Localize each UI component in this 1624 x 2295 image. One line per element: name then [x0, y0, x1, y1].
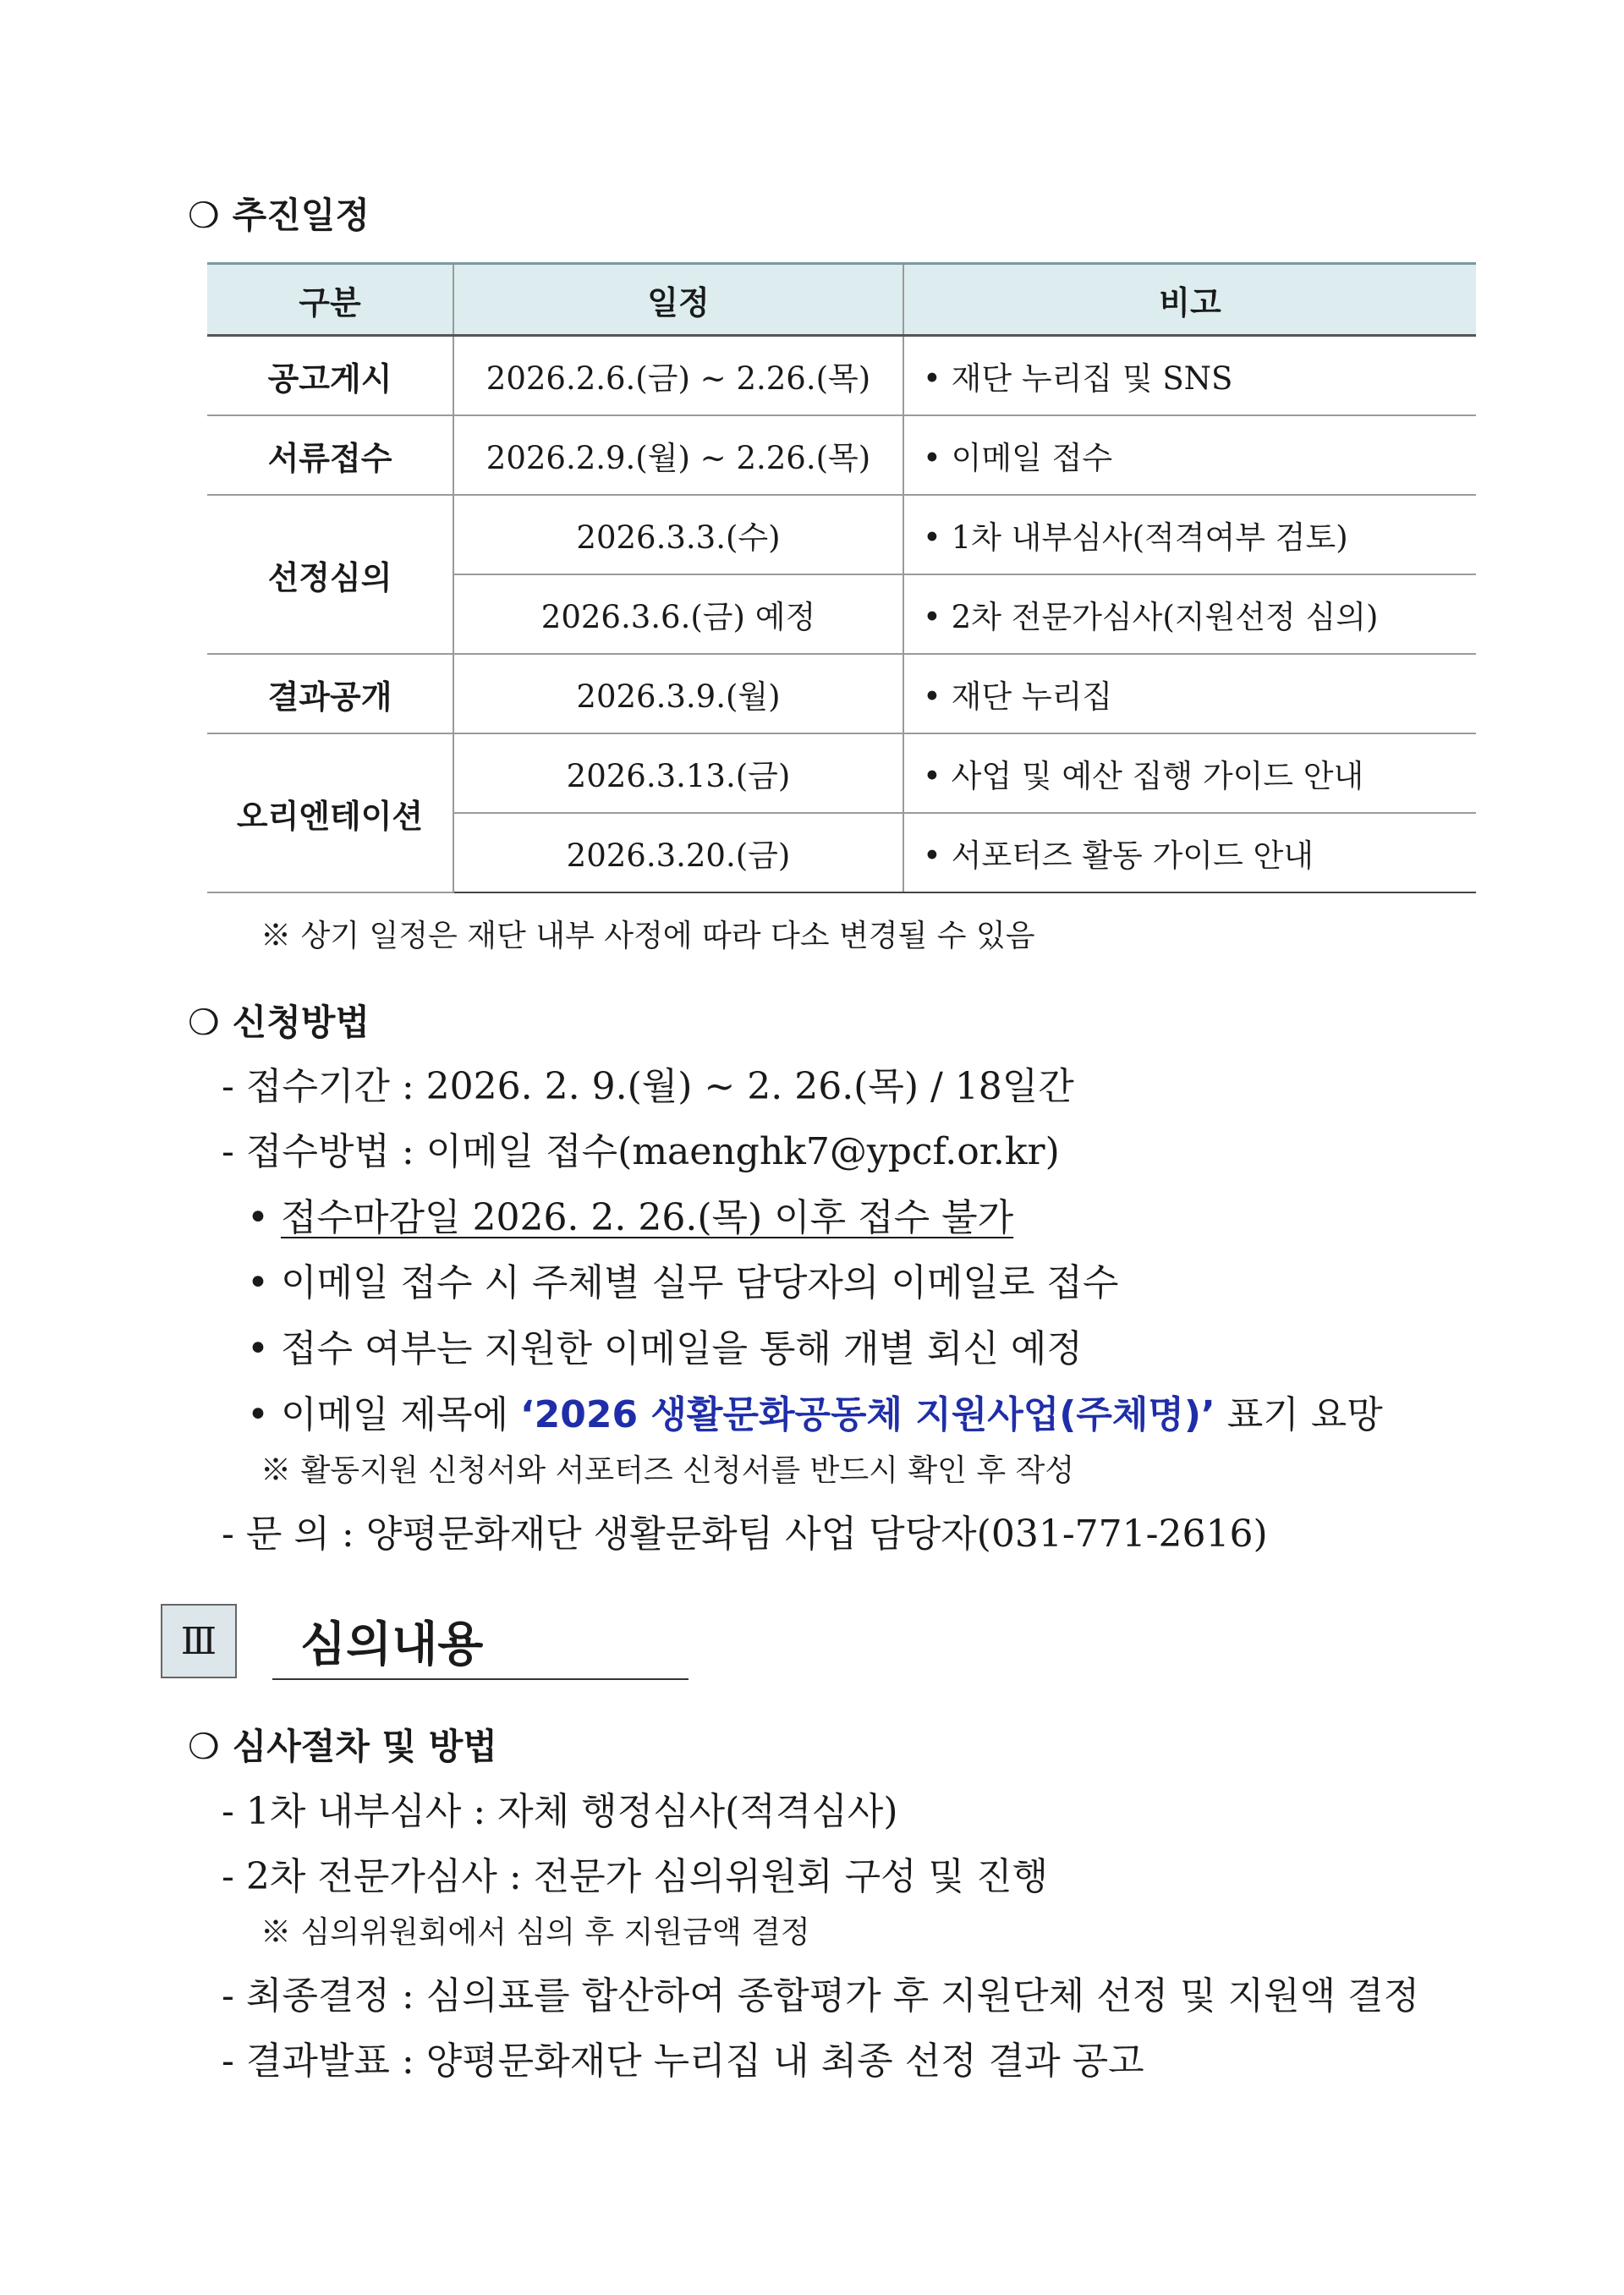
section-title: 추진일정	[232, 195, 370, 236]
header-note: 비고	[903, 264, 1476, 336]
final-decision: - 최종결정 : 심의표를 합산하여 종합평가 후 지원단체 선정 및 지원액 결정	[222, 1974, 1420, 2018]
cell-date: 2026.3.6.(금) 예정	[453, 574, 903, 654]
cell-date: 2026.2.6.(금) ~ 2.26.(목)	[453, 336, 903, 416]
table-header-row	[207, 264, 1476, 336]
circle-bullet-icon: ❍	[188, 1002, 220, 1043]
section-title: 신청방법	[232, 1002, 370, 1043]
application-method: - 접수방법 : 이메일 접수(maenghk7@ypcf.or.kr)	[222, 1130, 1060, 1173]
subject-highlight: ‘2026 생활문화공동체 지원사업(주체명)’	[519, 1393, 1215, 1436]
cell-date: 2026.2.9.(월) ~ 2.26.(목)	[453, 415, 903, 495]
cell-category: 결과공개	[207, 654, 453, 733]
application-period: - 접수기간 : 2026. 2. 9.(월) ~ 2. 26.(목) / 18일간	[222, 1065, 1074, 1108]
cell-note: • 이메일 접수	[903, 415, 1476, 495]
cell-category: 오리엔테이션	[207, 733, 453, 892]
cell-category: 공고게시	[207, 336, 453, 416]
review-step-1: - 1차 내부심사 : 자체 행정심사(적격심사)	[222, 1790, 898, 1833]
deadline-notice: 접수마감일 2026. 2. 26.(목) 이후 접수 불가	[280, 1196, 1014, 1239]
reply-instruction: • 접수 여부는 지원한 이메일을 통해 개별 회신 예정	[247, 1327, 1083, 1370]
section-heading-review	[188, 1719, 497, 1770]
cell-note: • 1차 내부심사(적격여부 검토)	[903, 495, 1476, 574]
section-heading-application	[188, 995, 370, 1046]
cell-category: 서류접수	[207, 415, 453, 495]
schedule-table	[207, 262, 1476, 893]
table-row	[207, 654, 1476, 733]
application-note: ※ 활동지원 신청서와 서포터즈 신청서를 반드시 확인 후 작성	[261, 1453, 1075, 1488]
circle-bullet-icon: ❍	[188, 195, 220, 236]
cell-note: • 재단 누리집	[903, 654, 1476, 733]
subject-suffix: 표기 요망	[1215, 1393, 1383, 1436]
cell-date: 2026.3.9.(월)	[453, 654, 903, 733]
table-row	[207, 415, 1476, 495]
chapter-underline	[272, 1678, 689, 1680]
review-step-2: - 2차 전문가심사 : 전문가 심의위원회 구성 및 진행	[222, 1855, 1049, 1898]
chapter-title: 심의내용	[300, 1617, 484, 1672]
cell-note: • 2차 전문가심사(지원선정 심의)	[903, 574, 1476, 654]
circle-bullet-icon: ❍	[188, 1726, 220, 1767]
cell-category: 선정심의	[207, 495, 453, 654]
header-category: 구분	[207, 264, 453, 336]
table-footnote: ※ 상기 일정은 재단 내부 사정에 따라 다소 변경될 수 있음	[261, 919, 1035, 953]
table-row	[207, 733, 1476, 813]
table-row	[207, 336, 1476, 416]
section-title: 심사절차 및 방법	[232, 1726, 497, 1767]
header-date: 일정	[453, 264, 903, 336]
cell-date: 2026.3.20.(금)	[453, 813, 903, 892]
deadline-line	[247, 1187, 1013, 1241]
cell-note: • 사업 및 예산 집행 가이드 안내	[903, 733, 1476, 813]
contact-line: - 문 의 : 양평문화재단 생활문화팀 사업 담당자(031-771-2616)	[222, 1513, 1268, 1556]
result-announcement: - 결과발표 : 양평문화재단 누리집 내 최종 선정 결과 공고	[222, 2040, 1144, 2083]
review-note: ※ 심의위원회에서 심의 후 지원금액 결정	[261, 1915, 810, 1950]
cell-date: 2026.3.3.(수)	[453, 495, 903, 574]
subject-prefix: • 이메일 제목에	[247, 1393, 520, 1436]
cell-note: • 서포터즈 활동 가이드 안내	[903, 813, 1476, 892]
bullet-text: •	[247, 1196, 281, 1239]
subject-instruction	[247, 1384, 1383, 1438]
cell-note: • 재단 누리집 및 SNS	[903, 336, 1476, 416]
cell-date: 2026.3.13.(금)	[453, 733, 903, 813]
email-instruction: • 이메일 접수 시 주체별 실무 담당자의 이메일로 접수	[247, 1261, 1119, 1304]
section-heading-schedule	[188, 188, 370, 239]
chapter-number-box: Ⅲ	[161, 1604, 237, 1678]
table-row	[207, 495, 1476, 574]
